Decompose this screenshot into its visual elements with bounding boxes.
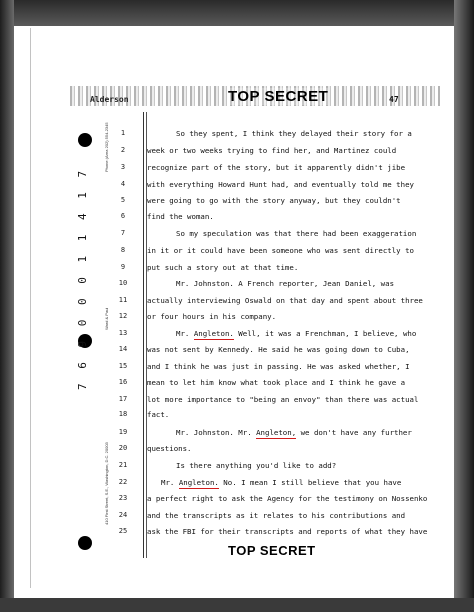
transcript-line: So my speculation was that there had been exaggeration [176,229,417,238]
speaker-name-angleton: Angleton, [256,428,297,437]
transcript-line: with everything Howard Hunt had, and eventually told me they [147,180,414,189]
header-mark: Alderson [90,95,129,104]
transcript-line [161,478,401,487]
speaker-prefix: Mr. Johnston. Mr. [176,428,257,437]
line-number: 6 [120,212,126,220]
transcript-line: recognize part of the story, but it apparently didn't jibe [147,163,406,172]
speaker-prefix: Mr. [161,478,179,487]
line-number: 20 [118,444,128,452]
transcript-line: put such a story out at that time. [147,263,299,272]
scan-border-right [454,0,474,612]
margin-rule [143,112,144,558]
speech-text: we don't have any further [296,428,412,437]
side-text-phone: Phone (Area 202) 554-2345 [104,122,109,172]
line-number: 23 [118,494,128,502]
margin-rule-inner [146,112,147,558]
punch-hole-top [78,133,92,147]
classification-top: TOP SECRET [228,88,329,105]
line-number: 14 [118,345,128,353]
speech-text: Well, it was a Frenchman, I believe, who [233,329,417,338]
scan-border-bottom [0,598,474,612]
speaker-name-angleton: Angleton. [178,478,219,487]
line-number: 2 [120,146,126,154]
transcript-line: questions. [147,444,192,453]
transcript-line: a perfect right to ask the Agency for the testimony on Nossenko [147,494,428,503]
transcript-line: was not sent by Kennedy. He said he was going down to Cuba, [147,345,410,354]
transcript-line: and I think he was just in passing. He was asked whether, I [147,362,410,371]
classification-bottom: TOP SECRET [228,543,316,558]
transcript-line: week or two weeks trying to find her, and Martinez could [147,146,397,155]
line-number: 3 [120,163,126,171]
line-number: 10 [118,279,128,287]
line-number: 18 [118,410,128,418]
transcript-line: actually interviewing Oswald on that day and spent about three [147,296,423,305]
transcript-line: or four hours in his company. [147,312,277,321]
line-number: 11 [118,296,128,304]
line-number: 5 [120,196,126,204]
scan-border-left [0,0,14,612]
line-number: 7 [120,229,126,237]
transcript-line: ask the FBI for their transcripts and reports of what they have [147,527,428,536]
line-number: 12 [118,312,128,320]
line-number: 16 [118,378,128,386]
transcript-line: fact. [147,410,170,419]
serial-number: 7 6 9 0 0 0 1 1 4 1 7 [76,166,89,390]
transcript-line [176,428,412,437]
transcript-line: mean to let him know what took place and I think he gave a [147,378,406,387]
side-text-address: 410 First Street, S.E., Washington, D.C. 20003 [104,442,109,525]
transcript-line: Mr. Johnston. A French reporter, Jean Daniel, was [176,279,395,288]
speaker-name-angleton: Angleton. [193,329,234,338]
line-number: 19 [118,428,128,436]
transcript-line: Is there anything you'd like to add? [176,461,337,470]
line-number: 22 [118,478,128,486]
line-number: 8 [120,246,126,254]
page-number: 47 [389,95,399,104]
transcript-line: lot more importance to "being an envoy" than there was actual [147,395,419,404]
line-number: 4 [120,180,126,188]
line-number: 15 [118,362,128,370]
line-number: 17 [118,395,128,403]
transcript-line: So they spent, I think they delayed their story for a [176,129,412,138]
transcript-line [176,329,416,338]
line-number: 25 [118,527,128,535]
side-text-firm: Ward & Paul [104,307,109,330]
speech-text: No. I mean I still believe that you have [218,478,402,487]
transcript-line: and the transcripts as it relates to his contributions and [147,511,406,520]
punch-hole-bottom [78,536,92,550]
transcript-line: find the woman. [147,212,214,221]
line-number: 13 [118,329,128,337]
transcript-line: were going to go with the story anyway, but they couldn't [147,196,401,205]
speaker-prefix: Mr. [176,329,194,338]
scan-border-top [0,0,474,26]
line-number: 9 [120,263,126,271]
line-number: 24 [118,511,128,519]
scan-artifact-line [30,28,31,588]
line-number: 21 [118,461,128,469]
transcript-line: in it or it could have been someone who was sent directly to [147,246,414,255]
line-number: 1 [120,129,126,137]
